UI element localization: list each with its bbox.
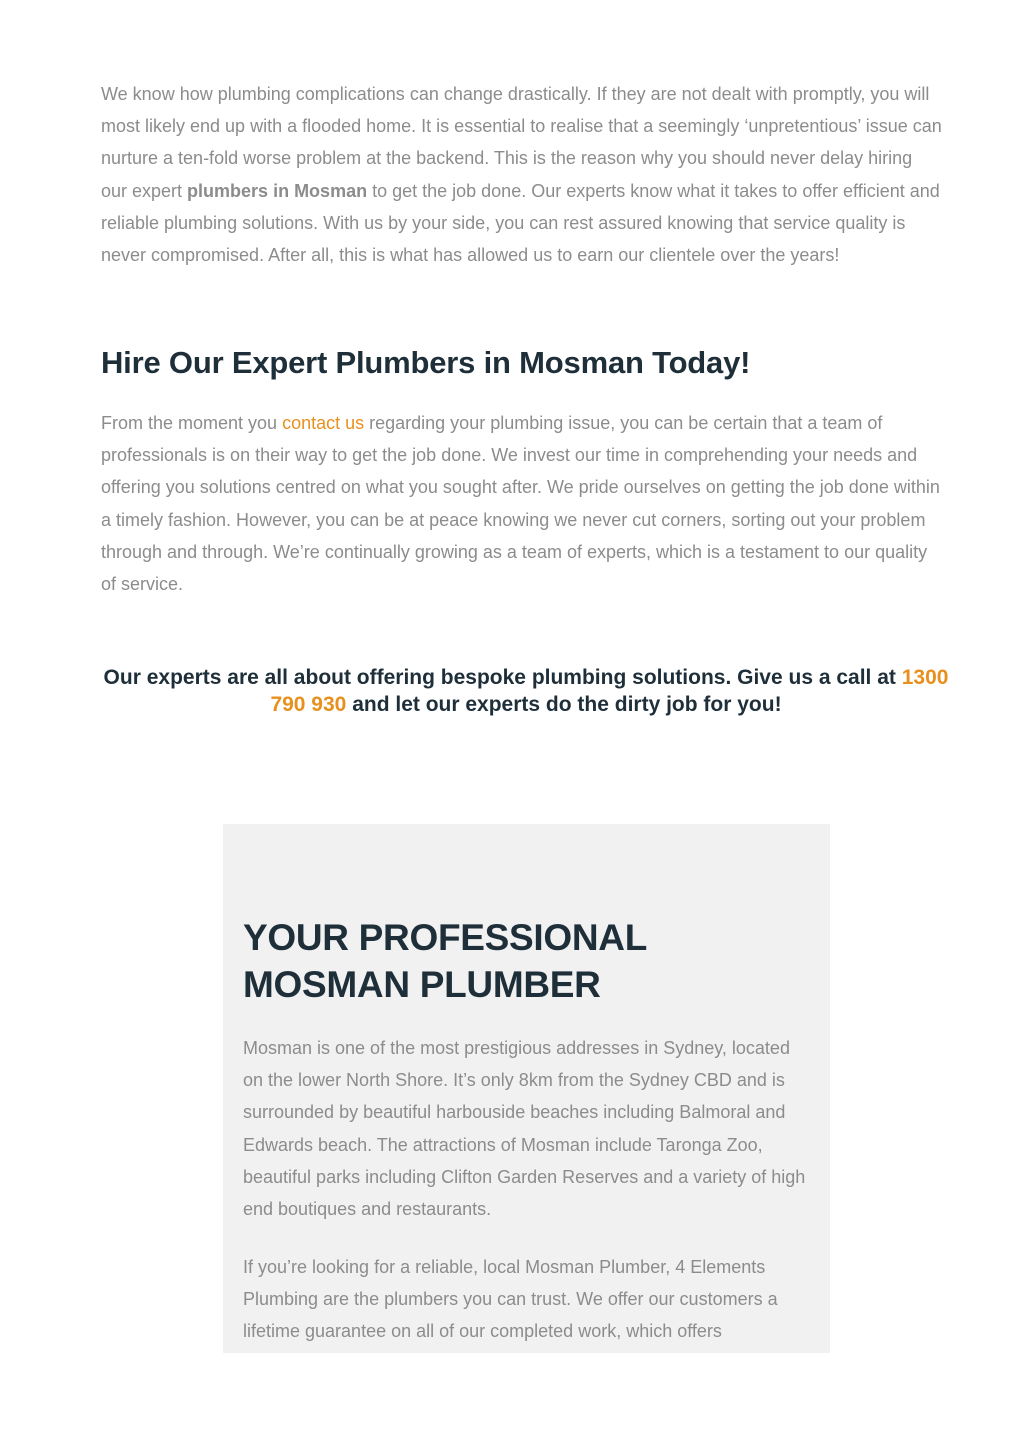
card-paragraph-2: If you’re looking for a reliable, local Mosman Plumber, 4 Elements Plumbing are the plumbers you can trust. We offer our customers a lifetime guarantee on all of our completed work, which offers <box>243 1257 778 1342</box>
hire-heading: Hire Our Expert Plumbers in Mosman Today! <box>101 345 751 380</box>
card-paragraph-1: Mosman is one of the most prestigious addresses in Sydney, located on the lower North Shore. It’s only 8km from the Sydney CBD and is surrounded by beautiful harbouside beaches including Balmoral and Edwards beach. The attractions of Mosman include Taronga Zoo, beautiful parks including Clifton Garden Reserves and a variety of high end boutiques and restaurants. <box>243 1038 806 1220</box>
hire-text-2: regarding your plumbing issue, you can be certain that a team of professionals is on their way to get the job done. We invest our time in comprehending your needs and offering you solutions centred on what you sought after. We pride ourselves on getting the job done within a timely fashion. However, you can be at peace knowing we never cut corners, sorting out your problem through and through. We’re continually growing as a team of experts, which is a testament to our quality of service. <box>101 413 940 595</box>
intro-text-2: to get the job done. Our experts know what it takes to offer efficient and reliable plumbing solutions. With us by your side, you can rest assured knowing that service quality is never compromised. After all, this is what has allowed us to earn our clientele over the years! <box>101 180 940 266</box>
hire-paragraph <box>101 407 943 600</box>
intro-paragraph <box>101 78 943 271</box>
hire-section <box>101 407 943 600</box>
cta-text-2: and let our experts do the dirty job for you! <box>346 693 782 716</box>
contact-us-link[interactable]: contact us <box>282 413 365 433</box>
card-title <box>243 914 803 1008</box>
hire-text-1: From the moment you <box>101 413 283 433</box>
intro-bold-keyword: plumbers in Mosman <box>187 180 368 201</box>
professional-plumber-card <box>223 824 830 1353</box>
intro-section <box>101 78 943 271</box>
card-title-line-2: MOSMAN PLUMBER <box>243 964 601 1005</box>
call-to-action <box>101 664 951 718</box>
card-title-line-1: YOUR PROFESSIONAL <box>243 917 647 958</box>
cta-text-1: Our experts are all about offering bespoke plumbing solutions. Give us a call at <box>103 666 902 689</box>
phone-link[interactable]: 1300 790 930 <box>270 666 949 716</box>
intro-text-1: We know how plumbing complications can change drastically. If they are not dealt with promptly, you will most likely end up with a flooded home. It is essential to realise that a seemingly ‘unpretentious’ issue can nurture a ten-fold worse problem at the backend. This is the reason why you should never delay hiring our expert <box>101 84 942 201</box>
